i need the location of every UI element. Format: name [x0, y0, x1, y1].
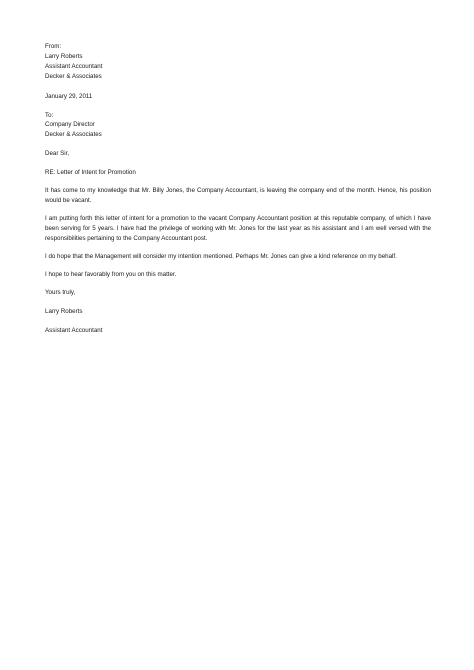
closing: Yours truly, — [45, 289, 76, 297]
sender-block — [45, 42, 431, 82]
recipient-company: Decker & Associates — [45, 131, 102, 139]
sender-label: From: — [45, 43, 62, 50]
signature-name: Larry Roberts — [45, 308, 83, 316]
body-paragraph-3: I do hope that the Management will consider my intention mentioned. Perhaps Mr. Jones can give a kind reference on my behalf. — [45, 252, 397, 260]
body-paragraph-2: I am putting forth this letter of intent for a promotion to the vacant Company Accountant position at this reputable company, of which I have been serving for 5 years. I have had the privilege of working with Mr. Jones for the last year as his assistant and I am well versed with the responsibilities pertaining to the Company Accountant post. — [45, 214, 431, 242]
recipient-label: To: — [45, 111, 54, 119]
subject-line: RE: Letter of Intent for Promotion — [45, 169, 136, 177]
sender-name: Larry Roberts — [45, 52, 83, 60]
sender-title: Assistant Accountant — [45, 62, 103, 70]
recipient-block — [45, 111, 431, 141]
signature-title: Assistant Accountant — [45, 327, 103, 335]
recipient-title: Company Director — [45, 121, 95, 129]
body-paragraph-4: I hope to hear favorably from you on this matter. — [45, 270, 177, 278]
sender-company: Decker & Associates — [45, 72, 102, 80]
salutation: Dear Sir, — [45, 150, 70, 158]
letter-body — [45, 42, 431, 336]
letter-date: January 29, 2011 — [45, 92, 93, 100]
body-paragraph-1: It has come to my knowledge that Mr. Billy Jones, the Company Accountant, is leaving the company end of the month. Hence, his position would be vacant. — [45, 187, 431, 204]
